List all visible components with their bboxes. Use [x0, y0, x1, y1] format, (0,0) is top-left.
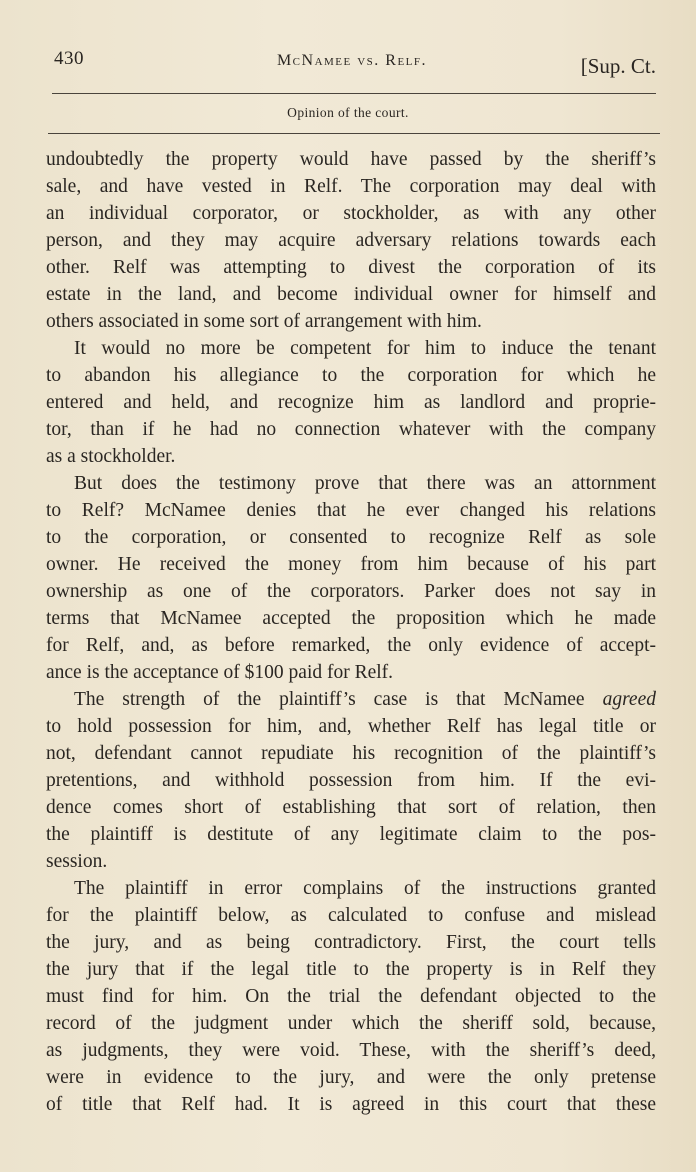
text-line: undoubtedly the property would have passed by the sheriff’s [46, 149, 656, 170]
text-line: for Relf, and, as before remarked, the only evidence of accept- [46, 635, 656, 656]
text-line: the jury that if the legal title to the property is in Relf they [46, 959, 656, 980]
text-line: to the corporation, or consented to recognize Relf as sole [46, 527, 656, 548]
text-line: the plaintiff is destitute of any legitimate claim to the pos- [46, 824, 656, 845]
text-line: It would no more be competent for him to induce the tenant [74, 338, 656, 359]
text-line: person, and they may acquire adversary relations towards each [46, 230, 656, 251]
text-line: of title that Relf had. It is agreed in this court that these [46, 1094, 656, 1115]
text-line: to abandon his allegiance to the corporation for which he [46, 365, 656, 386]
text-line: not, defendant cannot repudiate his recognition of the plaintiff’s [46, 743, 656, 764]
text-line: ance is the acceptance of $100 paid for Relf. [46, 662, 394, 683]
text-line: tor, than if he had no connection whatever with the company [46, 419, 656, 440]
text-line: session. [46, 851, 108, 872]
text-line: But does the testimony prove that there was an attornment [74, 473, 656, 494]
text-line: dence comes short of establishing that sort of relation, then [46, 797, 656, 818]
text-line: sale, and have vested in Relf. The corporation may deal with [46, 176, 656, 197]
text-line: other. Relf was attempting to divest the corporation of its [46, 257, 656, 278]
opinion-text [46, 146, 656, 1118]
text-line: were in evidence to the jury, and were the only pretense [46, 1067, 656, 1088]
page-number: 430 [54, 48, 84, 69]
header-rule-bottom [48, 133, 660, 134]
text-line: The plaintiff in error complains of the instructions granted [74, 878, 656, 899]
text-line: the jury, and as being contradictory. First, the court tells [46, 932, 656, 953]
text-line: pretentions, and withhold possession from him. If the evi- [46, 770, 656, 791]
page-header [48, 44, 656, 84]
section-subheading: Opinion of the court. [287, 105, 409, 120]
text-line: to Relf? McNamee denies that he ever changed his relations [46, 500, 656, 521]
header-rule-top [52, 93, 656, 94]
text-line: an individual corporator, or stockholder, as with any other [46, 203, 656, 224]
text-line: as a stockholder. [46, 446, 176, 467]
text-line: record of the judgment under which the sheriff sold, because, [46, 1013, 656, 1034]
text-line: for the plaintiff below, as calculated to confuse and mislead [46, 905, 656, 926]
text-line: owner. He received the money from him because of his part [46, 554, 656, 575]
emphasized-word: agreed [602, 689, 656, 710]
text-line: must find for him. On the trial the defendant objected to the [46, 986, 656, 1007]
text-line: The strength of the plaintiff’s case is that McNamee agreed [74, 689, 656, 710]
text-line: terms that McNamee accepted the proposition which he made [46, 608, 656, 629]
text-line: ownership as one of the corporators. Parker does not say in [46, 581, 656, 602]
text-line: estate in the land, and become individual owner for himself and [46, 284, 656, 305]
text-line: others associated in some sort of arrangement with him. [46, 311, 482, 332]
court-tag: [Sup. Ct. [580, 54, 656, 78]
text-line: as judgments, they were void. These, with the sheriff’s deed, [46, 1040, 656, 1061]
text-line: to hold possession for him, and, whether Relf has legal title or [46, 716, 656, 737]
running-title: McNamee vs. Relf. [276, 52, 428, 69]
text-line: entered and held, and recognize him as landlord and proprie- [46, 392, 656, 413]
